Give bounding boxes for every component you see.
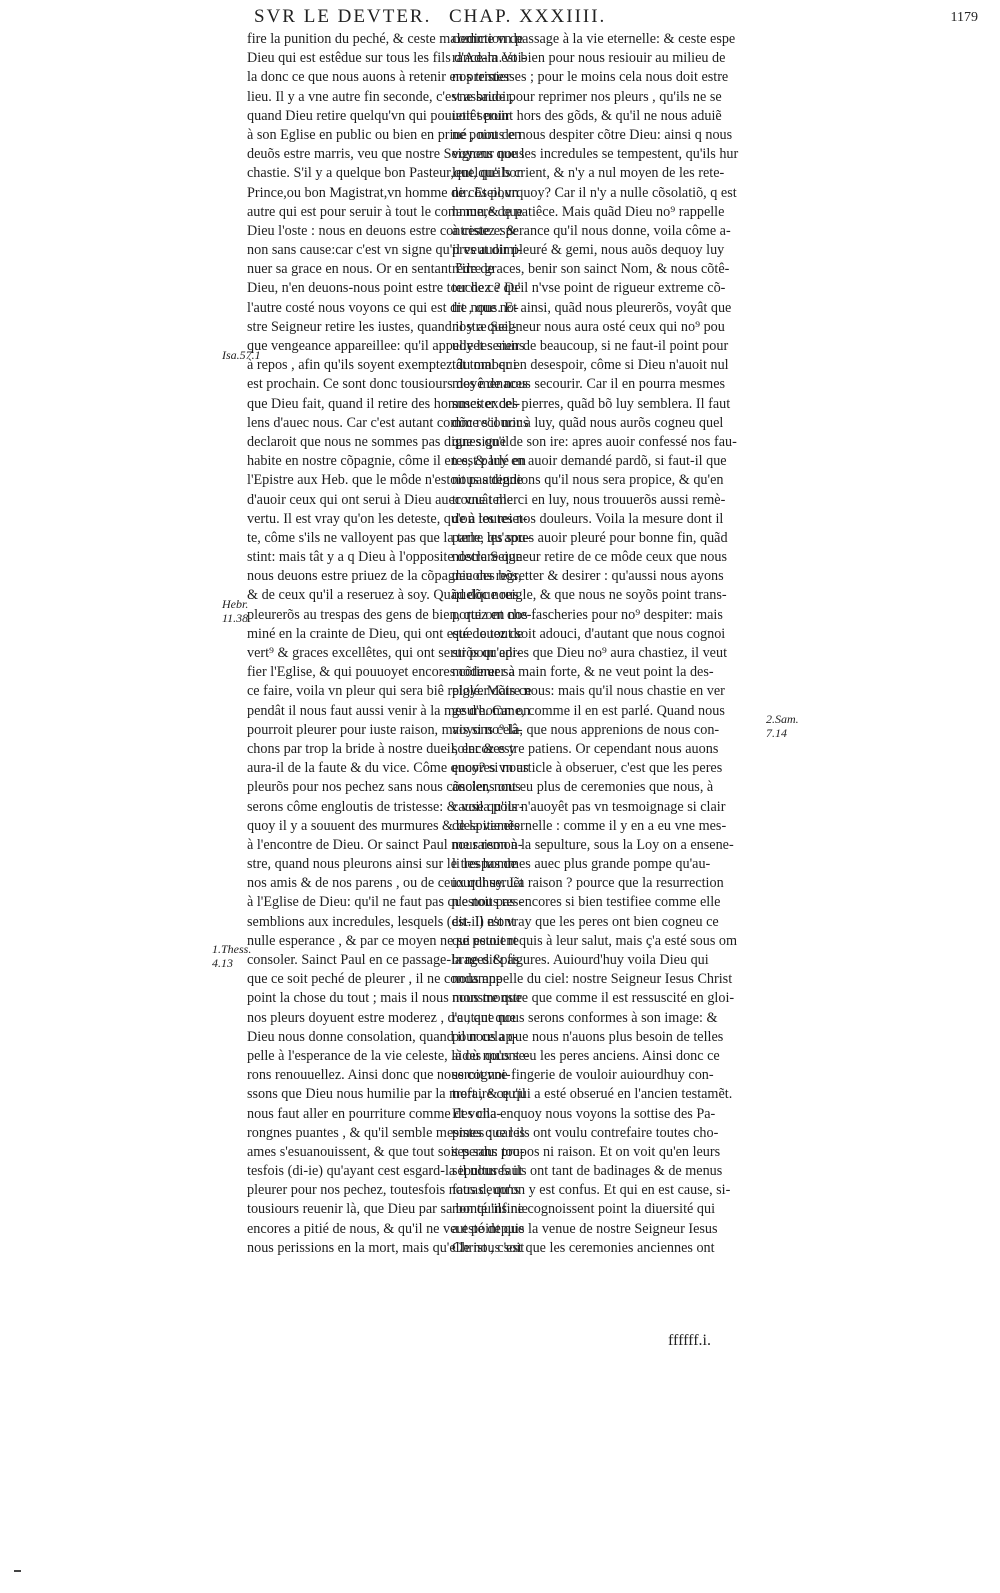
- text-line: nostre Seigneur retire de ce môde ceux que nous: [452, 549, 727, 566]
- text-line: ne point de nous despiter cõtre Dieu: ainsi q nous: [452, 126, 733, 143]
- margin-note-isa: [222, 348, 261, 362]
- text-line: Prince,ou bon Magistrat,vn homme de cõseil,vn: [247, 184, 519, 201]
- text-line: nous deuons estre priuez de la cõpagnie des bõs,: [247, 568, 522, 585]
- text-line: nous perissions en la mort, mais qu'elle nous soit: [247, 1239, 525, 1256]
- text-line: sepultures ils ont tant de badinages & de menus: [452, 1163, 723, 1180]
- text-line: Dieu qui est estêdue sur tous les fils d'Adam.Voi-: [247, 50, 527, 67]
- text-line: trouuât merci en luy, nous trouuerõs aussi remè-: [452, 491, 726, 508]
- text-line: nous monstre que comme il est ressuscité en gloi-: [452, 990, 735, 1007]
- text-line: ter de ce qu'il n'vse point de rigueur extreme cõ-: [452, 280, 726, 297]
- text-line: de à toutes nos douleurs. Voila la mesure dont il: [452, 510, 724, 527]
- text-line: brages & figures. Auiourd'huy voila Dieu qui: [452, 952, 709, 968]
- text-line: pelle à l'esperance de la vie celeste, là où nous se-: [247, 1047, 530, 1064]
- text-line: à repos , afin qu'ils soyent exemptez du mal qui: [247, 357, 517, 374]
- text-line: Dieu nous donne consolation, quand il nous ap-: [247, 1028, 518, 1045]
- text-line: ssons que Dieu nous humilie par la mort , & qu'il: [247, 1086, 526, 1103]
- text-line: cause qu'ils n'auoyêt pas vn tesmoignage si clair: [452, 798, 726, 815]
- text-line: strõs qu'apres que Dieu no⁹ aura chastiez, il veut: [452, 645, 728, 661]
- margin-note-line: 7.14: [766, 726, 787, 740]
- text-line: vert⁹ & graces excellêtes, qui ont serui pour edi-: [247, 645, 522, 661]
- text-line: iettêt point hors des gõds, & qu'il ne nous aduiẽ: [452, 107, 722, 124]
- text-line: trefaire ce qui a esté obserué en l'ancien testamẽt.: [452, 1086, 733, 1103]
- text-line: moderer sa main forte, & ne veut point la des-: [452, 664, 714, 681]
- margin-note-line: Isa.57.1: [222, 348, 261, 362]
- text-line: portez en nos fascheries pour no⁹ despiter: mais: [452, 606, 723, 623]
- text-line: aides qu'ont eu les peres anciens. Ainsi donc ce: [452, 1047, 720, 1064]
- text-line: pleurer pour nos pechez, toutesfois nous deuons: [247, 1182, 520, 1199]
- running-title-right: CHAP. XXXIIII.: [449, 6, 607, 27]
- margin-note-line: 1.Thess.: [212, 942, 252, 956]
- text-line: me raison à la sepulture, sous la Loy on a ensene-: [452, 836, 734, 853]
- text-line: rons renouuellez. Ainsi donc que nous cognoi-: [247, 1067, 511, 1084]
- text-line: pleurerõs au trespas des gens de bien, qui ont che-: [247, 606, 532, 623]
- text-line: comme vn passage à la vie eternelle: & ceste espe: [452, 31, 736, 47]
- text-line: nir. Et pourquoy? Car il n'y a nulle cõsolatiõ, q est: [452, 184, 737, 201]
- text-line: pourroit pleurer pour iuste raison, mais si no⁹ lâ-: [247, 721, 523, 738]
- text-line: non sans cause:car c'est vn signe qu'il veut dimi-: [247, 242, 523, 259]
- text-line: Christ , c'est que les ceremonies anciennes ont: [452, 1239, 715, 1256]
- text-line: te, côme s'ils ne valloyent pas que la terre les sou-: [247, 529, 531, 546]
- text-line: lens d'auec nous. Car c'est autant comme s'il nous: [247, 414, 529, 431]
- text-line: pleurõs pour nos pechez sans nous cõsoler, nous: [247, 779, 521, 796]
- text-line: nous appelle du ciel: nostre Seigneur Iesus Christ: [452, 971, 733, 988]
- text-line: miné en la crainte de Dieu, qui ont esté douez de: [247, 625, 524, 642]
- text-line: que le tout soit adouci, d'autant que nous cognoi: [452, 625, 726, 642]
- left-text-column: [247, 30, 532, 1258]
- text-line: fatras , qu'on y est confus. Et qui en est cause, si-: [452, 1182, 731, 1199]
- text-line: tât tomber en desespoir, côme si Dieu n'auoit nul: [452, 357, 729, 374]
- text-line: Dieu, n'en deuons-nous point estre touchez ? De: [247, 280, 521, 297]
- text-line: de la vie eternelle : comme il y en a eu vne mes-: [452, 817, 727, 834]
- text-line: ames s'esuanouissent, & que tout soit perdu: tou-: [247, 1143, 525, 1160]
- text-line: pour cela que nous n'auons plus besoin de telles: [452, 1028, 724, 1045]
- text-line: non qu'ils ne cognoissent point la diuersité qui: [452, 1201, 716, 1218]
- text-line: nulle esperance , & par ce moyen ne se peuuent: [247, 932, 518, 949]
- text-line: tes, & luy en auoir demandé pardõ, si faut-il que: [452, 453, 727, 470]
- margin-note-hebr: [222, 597, 248, 625]
- text-line: nos pleurs doyuent estre moderez , d'autant que: [247, 1009, 516, 1026]
- text-line: aura-il de la faute & du vice. Côme quoy? si nous: [247, 760, 529, 777]
- text-line: ses sans propos ni raison. Et on voit qu'en leurs: [452, 1143, 721, 1160]
- text-line: vertu. Il est vray qu'on les deteste, qu'on les reiet-: [247, 510, 528, 527]
- text-line: à son Eglise en public ou bien en priué , nous en: [247, 126, 522, 143]
- text-line: nous attendions qu'il nous sera propice, & qu'en: [452, 472, 724, 489]
- text-line: fier l'Eglise, & qui pouuoyet encores cõtinuer à: [247, 664, 516, 681]
- text-line: quoy il y a souuent des murmures & despitemẽs: [247, 817, 520, 834]
- text-line: encores vn article à obseruer, c'est que les peres: [452, 760, 723, 777]
- text-line: uoyet seruir de beaucoup, si ne faut-il point pour: [452, 338, 729, 354]
- margin-note-line: 11.38: [222, 611, 249, 625]
- text-line: tousiours reuenir là, que Dieu par sa bonté infinie: [247, 1201, 528, 1218]
- ink-speck: [14, 1568, 24, 1574]
- text-line: quelque reigle, & que nous ne soyõs point trans-: [452, 587, 727, 604]
- text-line: iourdhuy. La raison ? pource que la resurrection: [452, 875, 724, 892]
- text-line: ge d'homme, comme il en est parlé. Quand nous: [452, 702, 725, 719]
- text-line: nostre Seigneur nous aura osté ceux qui no⁹ pou: [452, 318, 725, 335]
- text-line: stint: mais tât y a q Dieu à l'opposite declare que: [247, 549, 523, 566]
- text-line: a esté depuis la venue de nostre Seigneur Iesus: [452, 1220, 718, 1237]
- text-line: parle, qu'apres auoir pleuré pour bonne fin, quãd: [452, 529, 728, 546]
- text-line: Dieu l'oste : nous en deuons estre contristez : &: [247, 222, 518, 239]
- text-line: susciter des pierres, quãd bõ luy semblera. Il faut: [452, 395, 731, 412]
- text-line: ce faire, voila vn pleur qui sera biê reiglé. Mais ce: [247, 683, 532, 700]
- text-line: la donc ce que nous auons à retenir en premier: [247, 69, 511, 86]
- text-line: stre, quand nous pleurons ainsi sur le trespas de: [247, 856, 517, 873]
- text-line: habite en nostre cõpagnie, côme il en est parlé en: [247, 453, 526, 470]
- text-line: point la chose du tout ; mais il nous monstre que: [247, 990, 523, 1007]
- margin-note-line: 2.Sam.: [766, 712, 799, 726]
- text-line: d'auoir ceux qui ont serui à Dieu auec vne telle: [247, 491, 514, 508]
- text-line: que signe de son ire: apres auoir confessé nos fau-: [452, 433, 737, 450]
- text-line: dõc recourir à luy, quãd nous aurõs cogneu quel: [452, 414, 724, 431]
- text-line: serons côme engloutis de tristesse: & voila pour-: [247, 798, 524, 815]
- text-line: la mere de patiêce. Mais quãd Dieu no⁹ rappelle: [452, 203, 725, 220]
- text-line: encores a pitié de nous, & qu'il ne veut point que: [247, 1220, 525, 1237]
- text-line: l'autre costé nous voyons ce qui est dit , que no-: [247, 299, 519, 316]
- text-line: autre qui est pour seruir à tout le commun,& que: [247, 203, 523, 220]
- text-line: à l'Eglise de Dieu: qu'il ne faut pas que nous res-: [247, 894, 524, 911]
- text-line: l'Epistre aux Heb. que le môde n'estoit pas digne: [247, 472, 523, 489]
- text-line: pendât il nous faut aussi venir à la mesure. Car on: [247, 702, 531, 719]
- text-line: lieu. Il y a vne autre fin seconde, c'est assauoir,: [247, 88, 514, 105]
- text-line: Et voila enquoy nous voyons la sottise des Pa-: [452, 1105, 716, 1122]
- text-line: & de ceux qu'il a reseruez à soy. Quãd dõc nous: [247, 587, 519, 604]
- running-header: [254, 6, 978, 30]
- margin-note-sam: [766, 712, 799, 740]
- running-title-left: SVR LE DEVTER.: [254, 6, 432, 27]
- text-line: nous faut aller en pourriture comme des cha-: [247, 1105, 502, 1122]
- text-line: vne bride pour reprimer nos pleurs , qu'ils ne se: [452, 88, 722, 105]
- text-line: fire la punition du peché, & ceste malediction de: [247, 31, 524, 47]
- text-line: ployer cõtre nous: mais qu'il nous chastie en ver: [452, 683, 725, 700]
- text-line: pistes : car ils ont voulu contrefaire toutes cho-: [452, 1124, 719, 1141]
- text-line: voyons que les incredules se tempestent, qu'ils hur: [452, 146, 739, 163]
- text-line: deuõs estre marris, veu que nostre Seigneur nous: [247, 146, 525, 163]
- text-line: seroit vne fingerie de vouloir auiourdhuy con-: [452, 1067, 714, 1084]
- text-line: rance-la est bien pour nous resiouir au milieu de: [452, 50, 726, 67]
- text-line: qui estoit requis à leur salut, mais ç'a esté sous om: [452, 932, 738, 949]
- text-line: que vengeance appareillee: qu'il appelle les siens: [247, 338, 525, 354]
- text-line: re , que nous serons conformes à son image: &: [452, 1009, 718, 1026]
- right-text-column: [452, 30, 768, 1258]
- text-line: moyê de nous secourir. Car il en pourra mesmes: [452, 376, 726, 393]
- text-line: que Dieu fait, quand il retire des hommes excel-: [247, 395, 521, 412]
- text-line: nos amis & de nos parens , ou de ceux qui seruẽt: [247, 875, 524, 892]
- text-line: n'estoit pas encores si bien testifiee comme elle: [452, 894, 721, 911]
- text-line: pres auoir pleuré & gemi, nous auõs dequoy luy: [452, 242, 725, 259]
- text-line: rẽdre graces, benir son sainct Nom, & nous cõtê-: [452, 261, 730, 278]
- text-line: que ce soit peché de pleurer , il ne condamne: [247, 971, 503, 988]
- text-line: declaroit que nous ne sommes pas dignes qu'il: [247, 433, 510, 450]
- text-line: lent, qu'ils crient, & n'y a nul moyen de les rete-: [452, 165, 725, 182]
- text-line: voyons cela, que nous apprenions de nous con-: [452, 721, 720, 738]
- margin-note-line: 4.13: [212, 956, 233, 970]
- text-line: chons par trop la bride à nostre dueil, encores y: [247, 740, 516, 757]
- text-line: rongnes puantes , & qu'il semble mesmes que les: [247, 1124, 525, 1141]
- text-line: consoler. Sainct Paul en ce passage-la ne dit pas: [247, 952, 520, 968]
- text-line: tesfois (di-ie) qu'ayant cest esgard-la il nous faut: [247, 1163, 523, 1180]
- text-line: anciens ont eu plus de ceremonies que nous, à: [452, 779, 714, 796]
- text-line: li les hommes auec plus grande pompe qu'au-: [452, 856, 711, 873]
- margin-note-line: Hebr.: [222, 597, 249, 611]
- text-line: deuons regretter & desirer : qu'aussi nous ayons: [452, 568, 724, 585]
- page-number: 1179: [950, 10, 978, 25]
- text-line: est prochain. Ce sont donc tousiours des menaces: [247, 376, 528, 393]
- signature-mark: ffffff.i.: [668, 1332, 711, 1349]
- text-line: nuer sa grace en nous. Or en sentant l'ire de: [247, 261, 494, 278]
- text-line: stre Seigneur retire les iustes, quand il y a quel-: [247, 318, 517, 335]
- text-line: à l'encontre de Dieu. Or sainct Paul nous remon-: [247, 836, 523, 853]
- text-line: quand Dieu retire quelqu'vn qui pouuoit seruir: [247, 107, 510, 124]
- text-line: semblions aux incredules, lesquels (dit-il) n'ont: [247, 913, 516, 930]
- text-line: chastie. S'il y a quelque bon Pasteur,quelque bon: [247, 165, 524, 182]
- text-line: soler & estre patiens. Or cependant nous auons: [452, 740, 719, 757]
- text-line: nos tristesses ; pour le moins cela nous doit estre: [452, 69, 729, 86]
- margin-note-thess: [212, 942, 251, 970]
- text-line: tre nous. Et ainsi, quãd nous pleurerõs, voyât que: [452, 299, 732, 316]
- text-line: est. Il est vray que les peres ont bien cogneu ce: [452, 913, 719, 930]
- text-line: à ceste esperance qu'il nous donne, voila côme a-: [452, 222, 731, 239]
